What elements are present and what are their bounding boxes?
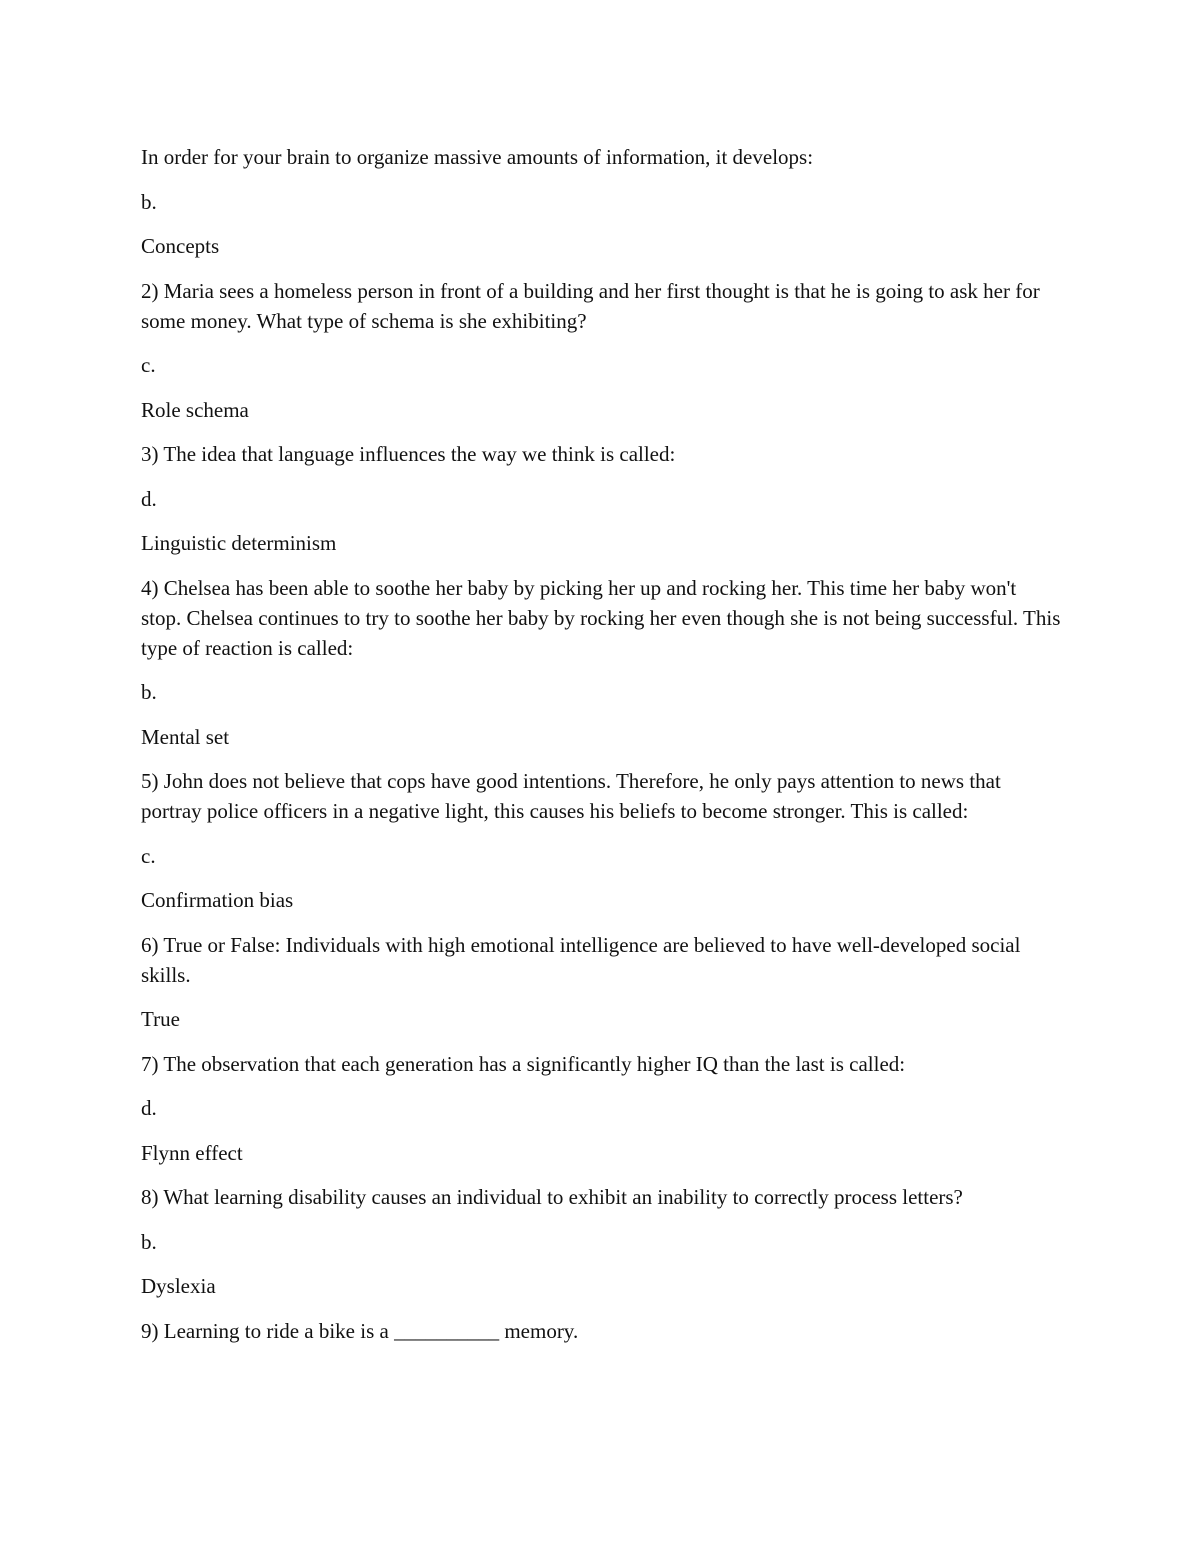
answer-3-letter: d.: [141, 486, 157, 511]
answer-3-text: Linguistic determinism: [141, 531, 337, 555]
document-body: [141, 142, 1061, 1360]
question-9-text: 9) Learning to ride a bike is a __________ memory.: [141, 1318, 579, 1343]
answer-4-text: Mental set: [141, 724, 230, 749]
answer-5-letter: c.: [141, 843, 156, 868]
question-4-text: 4) Chelsea has been able to soothe her baby by picking her up and rocking her. This time her baby won't stop. Chelsea continues to try to soothe her baby by rocking her even though she is not being successful. This type of reaction is called:: [141, 575, 1061, 660]
question-7-text: 7) The observation that each generation has a significantly higher IQ than the last is called:: [141, 1051, 906, 1076]
question-6-text: 6) True or False: Individuals with high emotional intelligence are believed to have well-developed social skills.: [141, 932, 1021, 987]
answer-2-letter: c.: [141, 353, 156, 377]
answer-8-letter: b.: [141, 1229, 157, 1254]
question-5-text: 5) John does not believe that cops have good intentions. Therefore, he only pays attention to news that portray police officers in a negative light, this causes his beliefs to become stronger. This is called:: [141, 769, 1001, 823]
answer-7-letter: d.: [141, 1096, 157, 1120]
question-3-text: 3) The idea that language influences the way we think is called:: [141, 442, 676, 466]
question-2-text: 2) Maria sees a homeless person in front of a building and her first thought is that he is going to ask her for some money. What type of schema is she exhibiting?: [141, 278, 1040, 333]
answer-7-text: Flynn effect: [141, 1140, 243, 1165]
answer-4-letter: b.: [141, 680, 157, 704]
answer-1-text: Concepts: [141, 234, 220, 258]
answer-6-text: True: [141, 1007, 180, 1031]
question-1-text: In order for your brain to organize massive amounts of information, it develops:: [141, 145, 814, 169]
question-8-text: 8) What learning disability causes an individual to exhibit an inability to correctly process letters?: [141, 1185, 963, 1209]
answer-1-letter: b.: [141, 189, 157, 214]
answer-5-text: Confirmation bias: [141, 888, 294, 912]
answer-2-text: Role schema: [141, 397, 249, 422]
answer-8-text: Dyslexia: [141, 1274, 216, 1298]
